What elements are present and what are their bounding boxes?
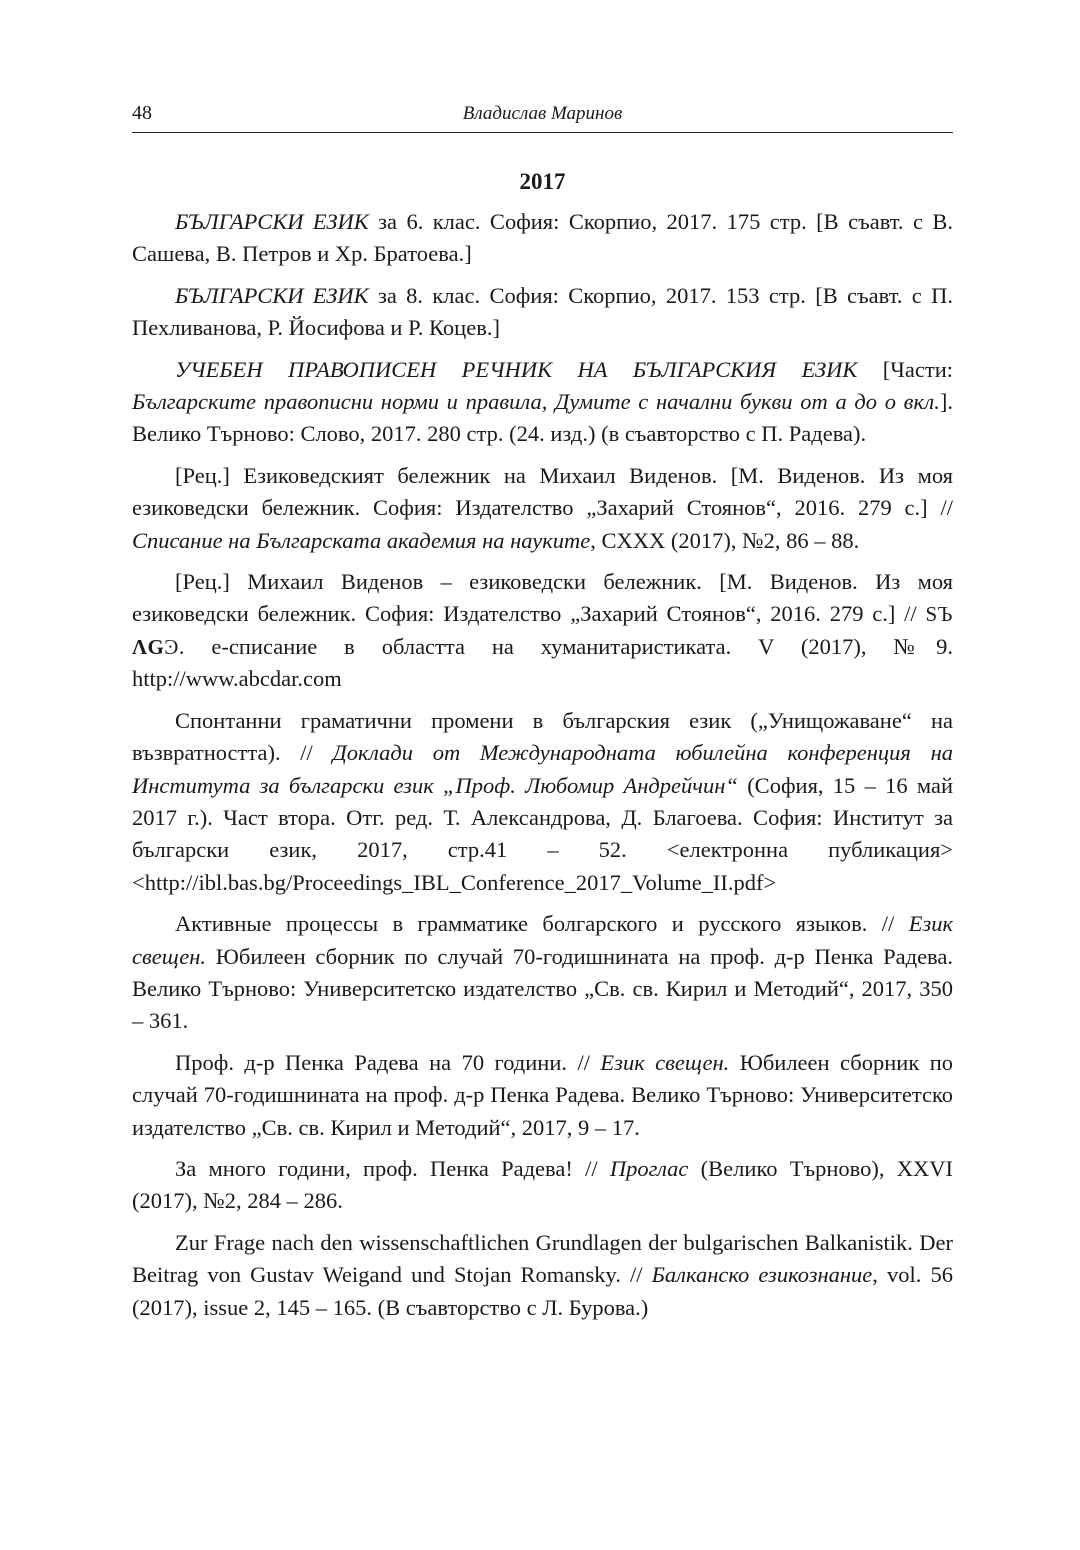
entry-source: Балканско езикознание [651,1262,873,1288]
page-header [132,100,953,133]
entry-text: Спонтанни граматични промени в българския език („Унищожаване“ на възвратността). // [132,707,953,766]
entry-text: за 6. клас. София: Скорпио, 2017. 175 стр. [В съавт. с В. Сашева, В. Петров и Хр. Братоева.] [132,209,954,267]
bibliography-entry [132,354,953,451]
entry-text: ]. Велико Търново: Слово, 2017. 280 стр. (24. изд.) (в съавторство с П. Радева). [132,389,953,447]
entry-text: , vol. 56 (2017), issue 2, 145 – 165. (В съавторство с Л. Бурова.) [132,1262,953,1320]
bibliography-section [132,166,953,1333]
entry-text: Zur Frage nach den wissenschaftlichen Grundlagen der bulgarischen Balkanistik. Der Beitrag von Gustav Weigand und Stojan Romansky. // [132,1229,953,1288]
entry-text: . е-списание в областта на хуманитаристиката. V (2017), №9. http://www.abcdar.com [132,633,953,692]
bibliography-entry [132,1153,953,1218]
entry-parts: Българските правописни норми и правила, Думите с начални букви от а до о вкл. [132,389,940,415]
entry-source: Доклади от Международната юбилейна конференция на Института за български език „Проф. Любомир Андрейчин“ [132,740,953,798]
entry-text: [Рец.] Михаил Виденов – езиковедски бележник. [М. Виденов. Из моя езиковедски бележник. София: Издателство „Захарий Стоянов“, 2016. 279 с.] // [132,569,953,627]
entry-text: , CXXX (2017), №2, 86 – 88. [590,527,860,553]
bibliography-entry [132,705,953,899]
bibliography-entry [132,280,953,345]
bibliography-entry [132,460,953,557]
entry-text: [Рец.] Езиковедският бележник на Михаил Виденов. [М. Виденов. Из моя езиковедски бележник. София: Издателство „Захарий Стоянов“, 2016. 279 с.] // [132,462,953,521]
bibliography-entry [132,908,953,1038]
entry-text: за 8. клас. София: Скорпио, 2017. 153 стр. [В съавт. с П. Пехливанова, Р. Йосифова и Р. Коцев.] [132,282,953,341]
journal-logo-part: ΛG [132,634,165,659]
entry-text: Активные процессы в грамматике болгарского и русского языков. // [175,911,909,937]
running-head-author: Владислав Маринов [462,103,623,124]
entry-text: (Велико Търново), XXVI (2017), №2, 284 – 286. [132,1155,953,1214]
entry-text: Юбилеен сборник по случай 70-годишнината на проф. д-р Пенка Радева. Велико Търново: Университетско издателство „Св. св. Кирил и Методий“, 2017, 350 – 361. [132,943,953,1034]
entry-text: За много години, проф. Пенка Радева! // [175,1155,610,1181]
year-heading: 2017 [519,169,566,194]
bibliography-entry [132,1227,953,1324]
bibliography-entry [132,206,953,271]
entry-title: УЧЕБЕН ПРАВОПИСЕН РЕЧНИК НА БЪЛГАРСКИЯ ЕЗИК [175,356,858,382]
entry-text: Юбилеен сборник по случай 70-годишнината на проф. д-р Пенка Радева. Велико Търново: Университетско издателство „Св. св. Кирил и Методий“, 2017, 9 – 17. [132,1049,953,1140]
entry-source: Език свещен. [132,911,953,969]
entry-title: БЪЛГАРСКИ ЕЗИК [175,282,369,308]
entry-source: Проглас [609,1155,689,1181]
journal-logo-part: SЪ [925,602,953,627]
bibliography-entry [132,1047,953,1144]
entry-journal: Списание на Българската академия на науките [132,527,591,553]
bibliography-entry [132,566,953,696]
entry-source: Език свещен. [600,1049,730,1075]
journal-logo-part: Ͽ [164,634,179,659]
entry-text: [Части: [857,356,953,382]
entry-text: (София, 15 – 16 май 2017 г.). Част втора. Отг. ред. Т. Александрова, Д. Благоева. София: Институт за български език, 2017, стр.41 – 52. <електронна публикация> <http://ibl.bas.bg/Proceedings_IBL_Conference_2017_Volume_II.pdf> [132,772,953,895]
entry-title: БЪЛГАРСКИ ЕЗИК [175,209,369,234]
entry-text: Проф. д-р Пенка Радева на 70 години. // [175,1049,601,1075]
page-number: 48 [132,102,152,124]
